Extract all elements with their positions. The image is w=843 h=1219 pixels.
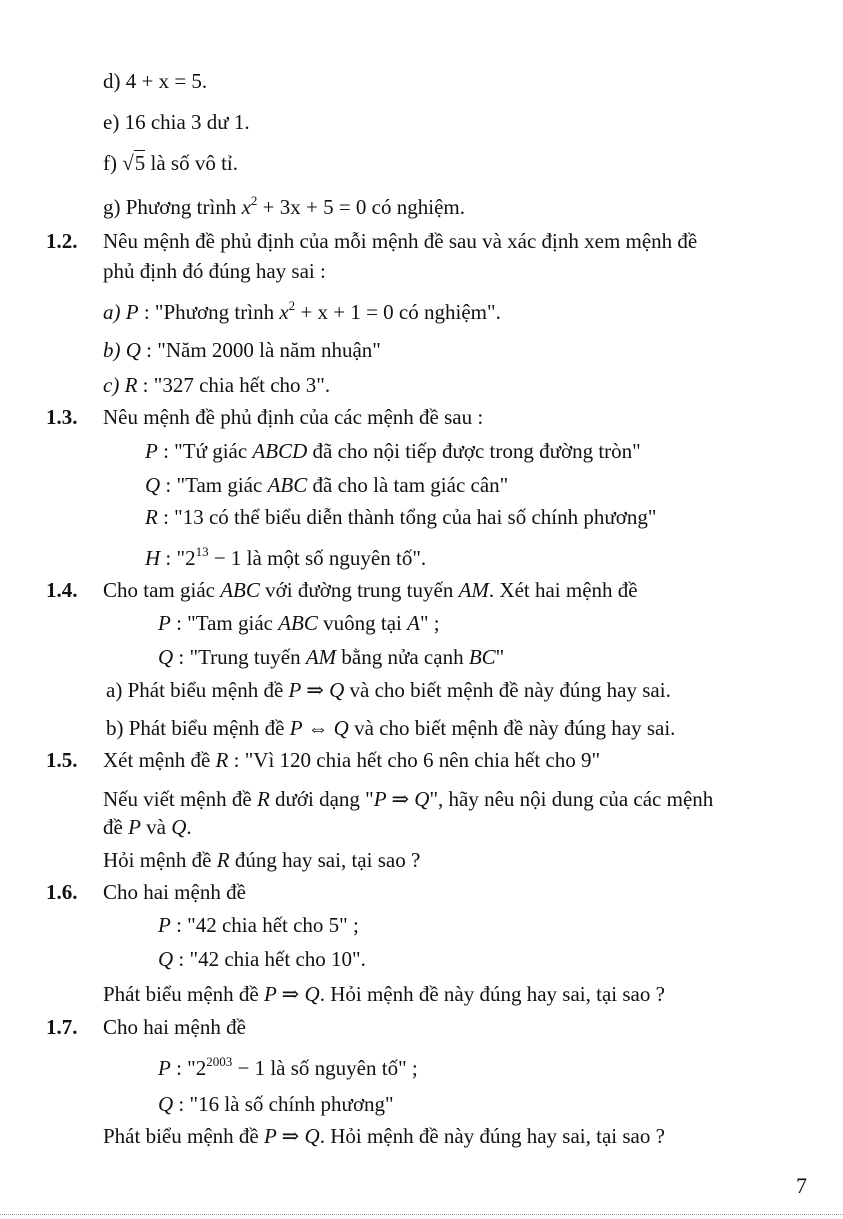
ex-1-4-b-expr: P ⇔ Q: [289, 716, 349, 740]
ex-1-5-line3-p: P: [128, 815, 141, 839]
ex-1-7-q: [158, 1091, 394, 1117]
ex-1-5-line2-b: dưới dạng ": [269, 787, 374, 811]
ex-1-7-last-b: . Hỏi mệnh đề này đúng hay sai, tại sao ?: [319, 1124, 665, 1148]
ex-1-7-last-expr: P ⇒ Q: [263, 1124, 320, 1148]
item-f: [103, 150, 238, 176]
ex-1-4-q-am: AM: [305, 645, 337, 669]
item-f-suffix: là số vô tỉ.: [145, 151, 239, 175]
ex-1-4-a-prefix: a) Phát biểu mệnh đề: [106, 678, 289, 702]
item-e: e) 16 chia 3 dư 1.: [103, 110, 250, 134]
ex-1-5-line2-a: Nếu viết mệnh đề: [103, 787, 257, 811]
ex-1-3-r: [145, 504, 656, 530]
ex-1-4-q: [158, 644, 504, 670]
exercise-number-1-6: 1.6.: [46, 880, 78, 904]
ex-1-5-line2-r: R: [256, 787, 270, 811]
ex-1-3-q-text1: : "Tam giác: [160, 473, 268, 497]
ex-1-4-p-text1: : "Tam giác: [170, 611, 279, 635]
ex-1-3-p-text1: : "Tứ giác: [157, 439, 253, 463]
ex-1-4-a-suffix: và cho biết mệnh đề này đúng hay sai.: [344, 678, 671, 702]
item-g-suffix: + 3x + 5 = 0 có nghiệm.: [257, 195, 465, 219]
ex-1-4-a-expr: P ⇒ Q: [288, 678, 345, 702]
ex-1-3-h-label: H: [145, 546, 161, 570]
ex-1-2-a-label: a) P: [103, 300, 139, 324]
ex-1-7-q-label: Q: [158, 1092, 174, 1116]
ex-1-2-c: [103, 372, 330, 398]
ex-1-6-q-label: Q: [158, 947, 174, 971]
ex-1-5-line2-c: ", hãy nêu nội dung của các mệnh: [429, 787, 714, 811]
ex-1-2-b-label: b) Q: [103, 338, 141, 362]
ex-1-2-a-suffix: + x + 1 = 0 có nghiệm".: [295, 300, 501, 324]
ex-1-2-line2: phủ định đó đúng hay sai :: [103, 259, 326, 283]
ex-1-3-r-text: : "13 có thể biểu diễn thành tổng của hai số chính phương": [157, 505, 657, 529]
ex-1-2-a-prefix: : "Phương trình: [138, 300, 280, 324]
ex-1-4-line1-b: với đường trung tuyến: [259, 578, 459, 602]
ex-1-5-line1-r: R: [215, 748, 229, 772]
ex-1-3-p-label: P: [145, 439, 158, 463]
ex-1-3-q-abc: ABC: [267, 473, 308, 497]
ex-1-5-line4-b: đúng hay sai, tại sao ?: [229, 848, 421, 872]
ex-1-6-p-label: P: [158, 913, 171, 937]
ex-1-3-q-text2: đã cho là tam giác cân": [307, 473, 509, 497]
item-f-prefix: f) √: [103, 151, 134, 175]
exercise-number-1-2: 1.2.: [46, 229, 78, 253]
ex-1-6-last-b: . Hỏi mệnh đề này đúng hay sai, tại sao ?: [319, 982, 665, 1006]
ex-1-4-q-text1: : "Trung tuyến: [173, 645, 306, 669]
ex-1-4-line1-a: Cho tam giác: [103, 578, 221, 602]
ex-1-5-line3-a: đề: [103, 815, 129, 839]
ex-1-2-a: [103, 299, 501, 325]
ex-1-5-line2: [103, 786, 713, 812]
ex-1-4-b: [106, 715, 675, 741]
ex-1-3-p: [145, 438, 641, 464]
ex-1-3-p-text2: đã cho nội tiếp được trong đường tròn": [307, 439, 641, 463]
ex-1-5-line1-a: Xét mệnh đề: [103, 748, 216, 772]
ex-1-4-line1-am: AM: [458, 578, 489, 602]
ex-1-4-a: [106, 677, 671, 703]
exercise-number-1-7: 1.7.: [46, 1015, 78, 1039]
ex-1-5-line4: [103, 847, 420, 873]
ex-1-4-line1-abc: ABC: [220, 578, 260, 602]
ex-1-5-line3-q: Q: [171, 815, 187, 839]
ex-1-5-line4-a: Hỏi mệnh đề: [103, 848, 217, 872]
ex-1-4-q-label: Q: [158, 645, 174, 669]
ex-1-5-line3-b: và: [140, 815, 172, 839]
ex-1-3-h-exp: 13: [195, 544, 209, 559]
ex-1-3-h-prefix: : "2: [160, 546, 196, 570]
ex-1-7-last: [103, 1123, 665, 1149]
ex-1-2-line1: Nêu mệnh đề phủ định của mỗi mệnh đề sau và xác định xem mệnh đề: [103, 229, 698, 253]
ex-1-6-last-a: Phát biểu mệnh đề: [103, 982, 264, 1006]
ex-1-7-p-label: P: [158, 1056, 171, 1080]
ex-1-7-q-text: : "16 là số chính phương": [173, 1092, 394, 1116]
ex-1-6-p: [158, 912, 359, 938]
page-number: 7: [796, 1173, 807, 1198]
ex-1-3-line1: Nêu mệnh đề phủ định của các mệnh đề sau :: [103, 405, 484, 429]
ex-1-7-p-prefix: : "2: [170, 1056, 207, 1080]
ex-1-7-line1: Cho hai mệnh đề: [103, 1015, 246, 1039]
item-g: [103, 194, 465, 220]
ex-1-3-q: [145, 472, 508, 498]
ex-1-4-q-text2: bằng nửa cạnh: [336, 645, 469, 669]
ex-1-4-p-abc: ABC: [278, 611, 318, 635]
ex-1-2-a-exp: 2: [288, 298, 296, 313]
ex-1-6-line1: Cho hai mệnh đề: [103, 880, 246, 904]
ex-1-6-last-expr: P ⇒ Q: [263, 982, 320, 1006]
ex-1-4-line1: [103, 577, 638, 603]
exercise-number-1-5: 1.5.: [46, 748, 78, 772]
ex-1-4-p-label: P: [158, 611, 171, 635]
exercise-number-1-4: 1.4.: [46, 578, 78, 602]
ex-1-4-q-bc: BC: [468, 645, 496, 669]
ex-1-2-a-var: x: [279, 300, 289, 324]
ex-1-5-line2-expr: P ⇒ Q: [373, 787, 430, 811]
ex-1-7-p: [158, 1055, 418, 1081]
ex-1-4-p-text3: " ;: [419, 611, 440, 635]
ex-1-3-h: [145, 545, 426, 571]
ex-1-2-b-text: : "Năm 2000 là năm nhuận": [140, 338, 381, 362]
ex-1-2-c-text: : "327 chia hết cho 3".: [137, 373, 331, 397]
ex-1-4-line1-c: . Xét hai mệnh đề: [488, 578, 638, 602]
ex-1-7-p-exp: 2003: [206, 1054, 233, 1069]
item-g-exp: 2: [250, 193, 258, 208]
ex-1-3-r-label: R: [145, 505, 158, 529]
ex-1-6-last: [103, 981, 665, 1007]
ex-1-7-p-suffix: − 1 là số nguyên tố" ;: [232, 1056, 418, 1080]
ex-1-5-line4-r: R: [216, 848, 230, 872]
exercise-number-1-3: 1.3.: [46, 405, 78, 429]
ex-1-6-q-text: : "42 chia hết cho 10".: [173, 947, 366, 971]
item-f-radicand: 5: [134, 151, 146, 175]
item-g-prefix: g) Phương trình: [103, 195, 242, 219]
ex-1-4-q-text3: ": [495, 645, 505, 669]
ex-1-4-b-prefix: b) Phát biểu mệnh đề: [106, 716, 290, 740]
item-g-var: x: [241, 195, 251, 219]
ex-1-2-c-label: c) R: [103, 373, 138, 397]
ex-1-4-b-suffix: và cho biết mệnh đề này đúng hay sai.: [348, 716, 676, 740]
page-bottom-rule: [0, 1214, 843, 1215]
ex-1-3-p-abcd: ABCD: [252, 439, 308, 463]
ex-1-4-p-text2: vuông tại: [317, 611, 408, 635]
ex-1-2-b: [103, 337, 381, 363]
ex-1-7-last-a: Phát biểu mệnh đề: [103, 1124, 264, 1148]
ex-1-4-p-a: A: [407, 611, 420, 635]
ex-1-6-q: [158, 946, 366, 972]
ex-1-3-q-label: Q: [145, 473, 161, 497]
ex-1-5-line1-b: : "Vì 120 chia hết cho 6 nên chia hết cho 9": [228, 748, 601, 772]
item-d: d) 4 + x = 5.: [103, 69, 208, 93]
ex-1-4-p: [158, 610, 440, 636]
ex-1-5-line3-c: .: [186, 815, 192, 839]
ex-1-3-h-suffix: − 1 là một số nguyên tố".: [208, 546, 427, 570]
ex-1-5-line3: [103, 814, 192, 840]
ex-1-5-line1: [103, 747, 600, 773]
ex-1-6-p-text: : "42 chia hết cho 5" ;: [170, 913, 359, 937]
